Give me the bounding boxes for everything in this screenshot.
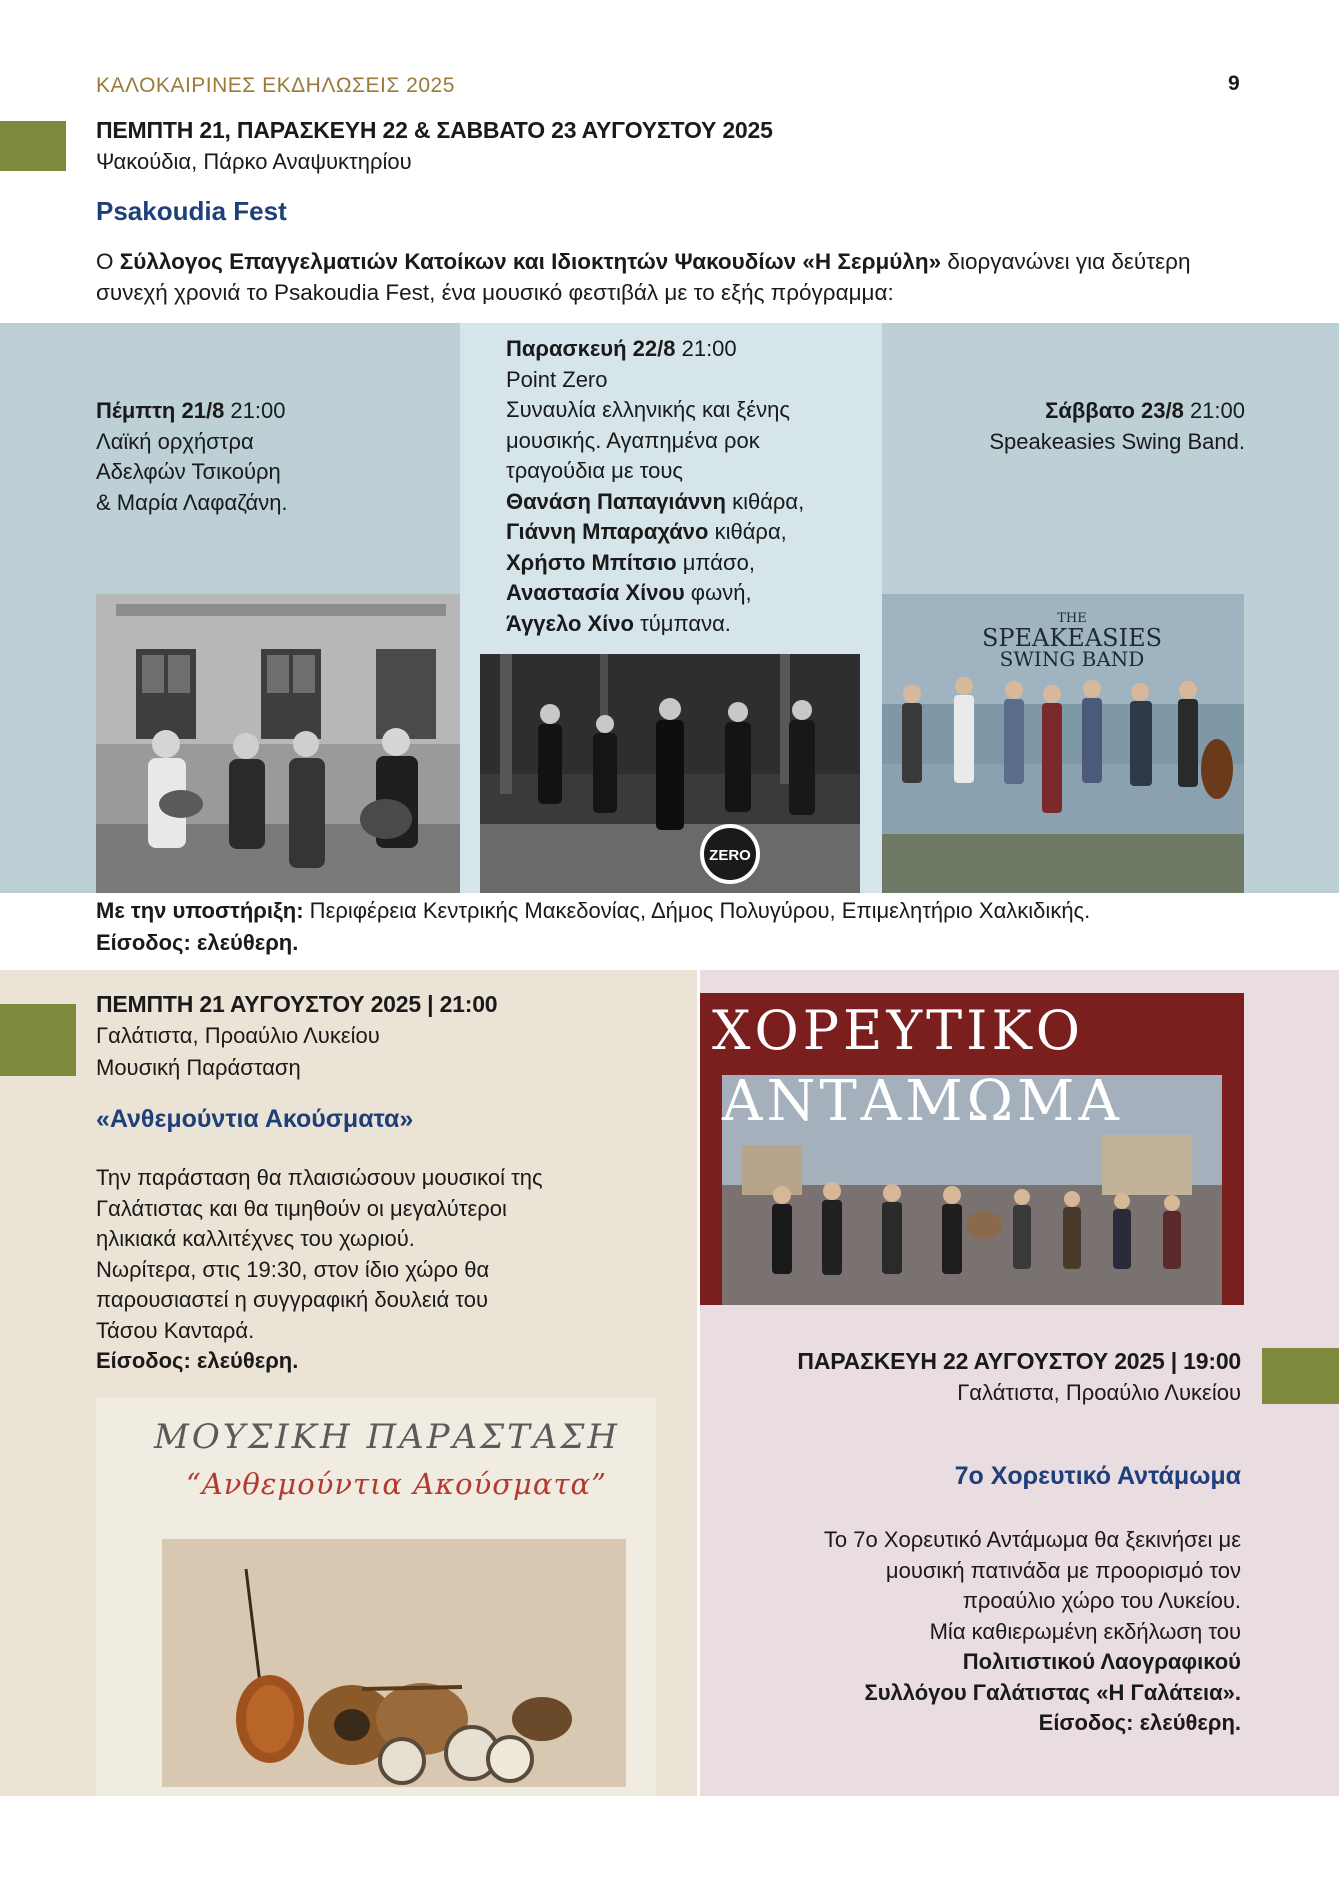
program-line: Λαϊκή ορχήστρα: [96, 428, 254, 454]
poster-musical-performance: [96, 1397, 656, 1796]
program-day: Παρασκευή 22/8: [506, 336, 676, 361]
support-label: Με την υποστήριξη:: [96, 898, 304, 923]
band-logo-line: THE: [1057, 611, 1087, 626]
page-number: 9: [1228, 72, 1240, 95]
member-name: Χρήστο Μπίτσιο: [506, 549, 677, 575]
band-logo-line: SPEAKEASIES: [981, 624, 1163, 652]
event-description: Την παράσταση θα πλαισιώσουν μουσικοί της Γαλάτιστας και θα τιμηθούν οι μεγαλύτεροι ηλικιακά καλλιτέχνες του χωριού. Νωρίτερα, στις 19:30, στον ίδιο χώρο θα παρουσιαστεί η συγγραφική δουλειά του Τάσου Κανταρά. Είσοδος: ελεύθερη.: [96, 1163, 656, 1377]
event-place: Ψακούδια, Πάρκο Αναψυκτηρίου: [96, 149, 412, 174]
member-name: Άγγελο Χίνο: [506, 610, 634, 636]
program-line: & Μαρία Λαφαζάνη.: [96, 489, 288, 515]
event-date: ΠΕΜΠΤΗ 21 ΑΥΓΟΥΣΤΟΥ 2025 | 21:00: [96, 991, 498, 1017]
event-title: «Ανθεμούντια Ακούσματα»: [96, 1105, 414, 1133]
member-name: Αναστασία Χίνου: [506, 580, 685, 605]
member-name: Θανάση Παπαγιάννη: [506, 488, 726, 514]
program-line: Αδελφών Τσικούρη: [96, 459, 281, 484]
section-marker: [0, 121, 66, 171]
event-category: Μουσική Παράσταση: [96, 1055, 301, 1080]
section-marker: [1262, 1348, 1339, 1404]
event-place: Γαλάτιστα, Προαύλιο Λυκείου: [96, 1023, 380, 1048]
poster-title-line: ΑΝΤΑΜΩΜΑ: [722, 1069, 1123, 1134]
series-title: ΚΑΛΟΚΑΙΡΙΝΕΣ ΕΚΔΗΛΩΣΕΙΣ 2025: [96, 74, 455, 97]
program-thursday: Πέμπτη 21/8 21:00 Λαϊκή ορχήστρα Αδελφών Τσικούρη & Μαρία Λαφαζάνη.: [96, 396, 426, 518]
support-line: [96, 896, 1256, 927]
photo-point-zero: [480, 654, 860, 893]
program-friday: Παρασκευή 22/8 21:00 Point Zero Συναυλία ελληνικής και ξένης μουσικής. Αγαπημένα ροκ τραγούδια με τους Θανάση Παπαγιάννη κιθάρα, Γιάννη Μπαραχάνο κιθάρα, Χρήστο Μπίτσιο μπάσο, Αναστασία Χίνου φωνή, Άγγελο Χίνο τύμπανα.: [506, 334, 876, 639]
event-title: 7ο Χορευτικό Αντάμωμα: [954, 1462, 1241, 1490]
event-intro: Ο Σύλλογος Επαγγελματιών Κατοίκων και Ιδιοκτητών Ψακουδίων «Η Σερμύλη» διοργανώνει για δεύτερη συνεχή χρονιά το Psakoudia Fest, ένα μουσικό φεστιβάλ με το εξής πρόγραμμα:: [96, 249, 1191, 305]
band-name: Point Zero: [506, 366, 608, 392]
entry-free: Είσοδος: ελεύθερη.: [1038, 1710, 1241, 1735]
event-place: Γαλάτιστα, Προαύλιο Λυκείου: [957, 1380, 1241, 1405]
band-logo-line: SWING BAND: [999, 647, 1145, 671]
program-description: Συναυλία ελληνικής και ξένης μουσικής. Αγαπημένα ροκ τραγούδια με τους: [506, 397, 790, 483]
program-saturday: Σάββατο 23/8 21:00 Speakeasies Swing Band.: [920, 396, 1245, 457]
point-zero-logo: ZERO: [709, 847, 751, 864]
entry-free: Είσοδος: ελεύθερη.: [96, 1348, 299, 1373]
section-marker: [0, 1004, 76, 1076]
band-name: Speakeasies Swing Band.: [989, 428, 1245, 454]
photo-speakeasies: [882, 594, 1244, 893]
event-title: Psakoudia Fest: [96, 196, 287, 226]
event-date: ΠΕΜΠΤΗ 21, ΠΑΡΑΣΚΕΥΗ 22 & ΣΑΒΒΑΤΟ 23 ΑΥΓΟΥΣΤΟΥ 2025: [96, 117, 773, 143]
member-name: Γιάννη Μπαραχάνο: [506, 519, 709, 544]
support-text: Περιφέρεια Κεντρικής Μακεδονίας, Δήμος Πολυγύρου, Επιμελητήριο Χαλκιδικής.: [303, 898, 1091, 923]
photo-folk-orchestra: [96, 594, 460, 893]
poster-dance-meeting: [700, 993, 1244, 1305]
poster-title-line: ΧΟΡΕΥΤΙΚΟ: [712, 999, 1085, 1062]
program-day: Πέμπτη 21/8: [96, 398, 225, 423]
event-date: ΠΑΡΑΣΚΕΥΗ 22 ΑΥΓΟΥΣΤΟΥ 2025 | 19:00: [797, 1348, 1241, 1374]
organizer: Πολιτιστικού Λαογραφικού: [962, 1649, 1241, 1674]
poster-title: ΜΟΥΣΙΚΗ ΠΑΡΑΣΤΑΣΗ: [154, 1417, 621, 1457]
organizer: Συλλόγου Γαλάτιστας «Η Γαλάτεια».: [864, 1679, 1241, 1705]
instruments-illustration: [162, 1539, 626, 1787]
entry-free: Είσοδος: ελεύθερη.: [96, 930, 299, 955]
program-day: Σάββατο 23/8: [1045, 398, 1184, 423]
poster-subtitle: “Ανθεμούντια Ακούσματα”: [186, 1467, 607, 1501]
event-description: Το 7ο Χορευτικό Αντάμωμα θα ξεκινήσει με μουσική πατινάδα με προορισμό τον προαύλιο χώρο του Λυκείου. Μία καθιερωμένη εκδήλωση του Πολιτιστικού Λαογραφικού Συλλόγου Γαλάτιστας «Η Γαλάτεια». Είσοδος: ελεύθερη.: [700, 1525, 1241, 1739]
